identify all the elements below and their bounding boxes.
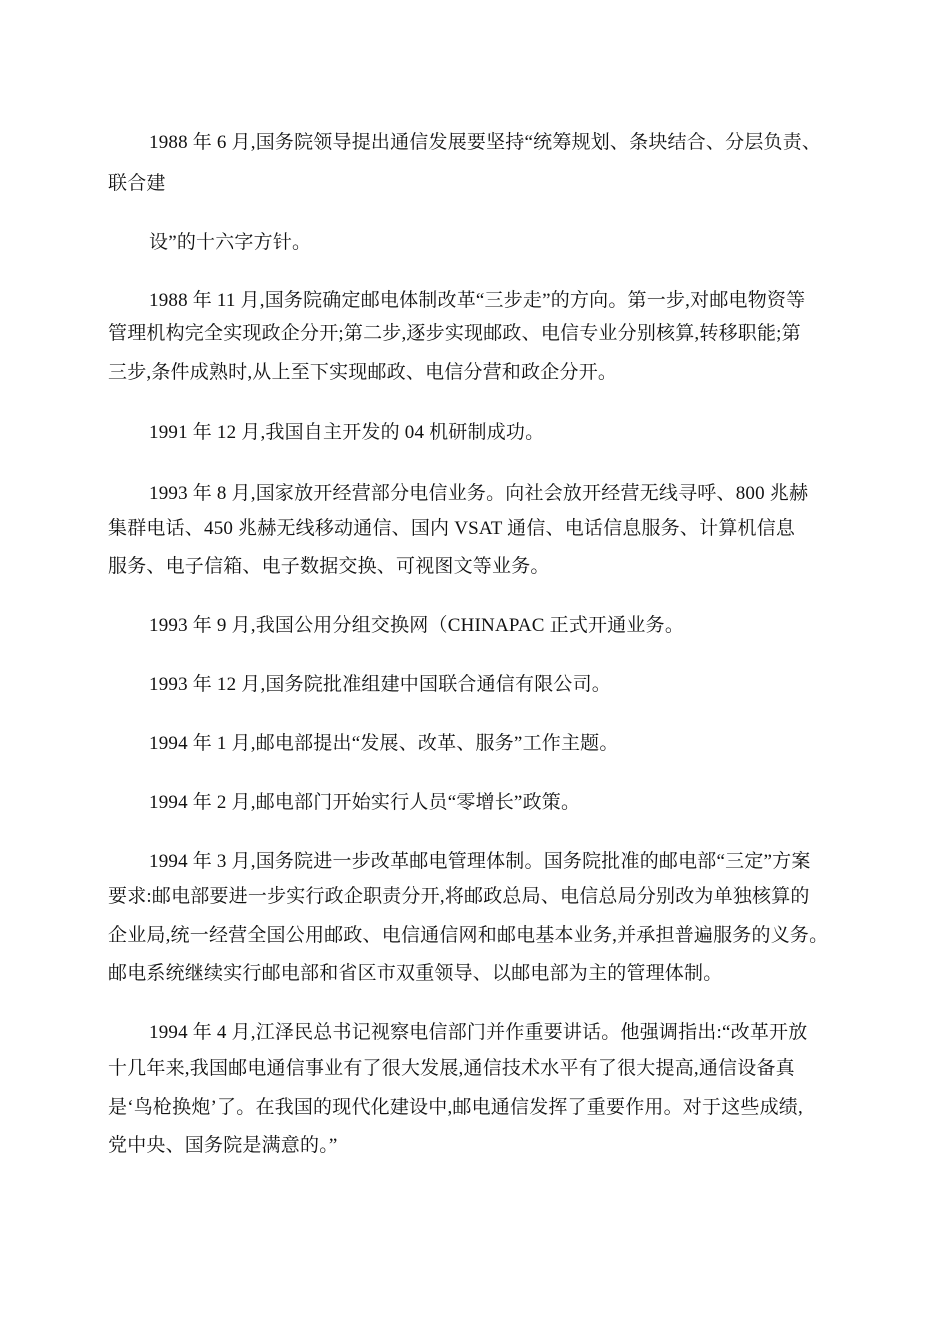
text-line: 1993 年 9 月,我国公用分组交换网（CHINAPAC 正式开通业务。 — [149, 615, 685, 636]
text-line: 联合建 — [108, 173, 166, 194]
text-line: 1994 年 4 月,江泽民总书记视察电信部门并作重要讲话。他强调指出:“改革开放 — [149, 1022, 808, 1043]
text-line: 1994 年 3 月,国务院进一步改革邮电管理体制。国务院批准的邮电部“三定”方案 — [149, 851, 811, 872]
text-line: 服务、电子信箱、电子数据交换、可视图文等业务。 — [108, 556, 550, 577]
text-line: 设”的十六字方针。 — [149, 232, 312, 253]
text-line: 邮电系统继续实行邮电部和省区市双重领导、以邮电部为主的管理体制。 — [108, 963, 723, 984]
text-line: 三步,条件成熟时,从上至下实现邮政、电信分营和政企分开。 — [108, 362, 618, 383]
text-line: 1994 年 1 月,邮电部提出“发展、改革、服务”工作主题。 — [149, 733, 619, 754]
text-line: 集群电话、450 兆赫无线移动通信、国内 VSAT 通信、电话信息服务、计算机信息 — [108, 518, 796, 539]
text-line: 十几年来,我国邮电通信事业有了很大发展,通信技术水平有了很大提高,通信设备真 — [108, 1058, 795, 1079]
text-line: 党中央、国务院是满意的。” — [108, 1135, 338, 1156]
text-line: 是‘鸟枪换炮’了。在我国的现代化建设中,邮电通信发挥了重要作用。对于这些成绩, — [108, 1097, 803, 1118]
text-line: 1994 年 2 月,邮电部门开始实行人员“零增长”政策。 — [149, 792, 581, 813]
text-line: 1988 年 11 月,国务院确定邮电体制改革“三步走”的方向。第一步,对邮电物资等 — [149, 290, 806, 311]
text-line: 1988 年 6 月,国务院领导提出通信发展要坚持“统筹规划、条块结合、分层负责、 — [149, 132, 822, 153]
text-line: 1991 年 12 月,我国自主开发的 04 机研制成功。 — [149, 422, 545, 443]
text-line: 企业局,统一经营全国公用邮政、电信通信网和邮电基本业务,并承担普遍服务的义务。 — [108, 925, 829, 946]
text-line: 要求:邮电部要进一步实行政企职责分开,将邮政总局、电信总局分别改为单独核算的 — [108, 886, 810, 907]
text-line: 1993 年 12 月,国务院批准组建中国联合通信有限公司。 — [149, 674, 612, 695]
text-line: 1993 年 8 月,国家放开经营部分电信业务。向社会放开经营无线寻呼、800 兆赫 — [149, 483, 809, 504]
text-line: 管理机构完全实现政企分开;第二步,逐步实现邮政、电信专业分别核算,转移职能;第 — [108, 323, 801, 344]
